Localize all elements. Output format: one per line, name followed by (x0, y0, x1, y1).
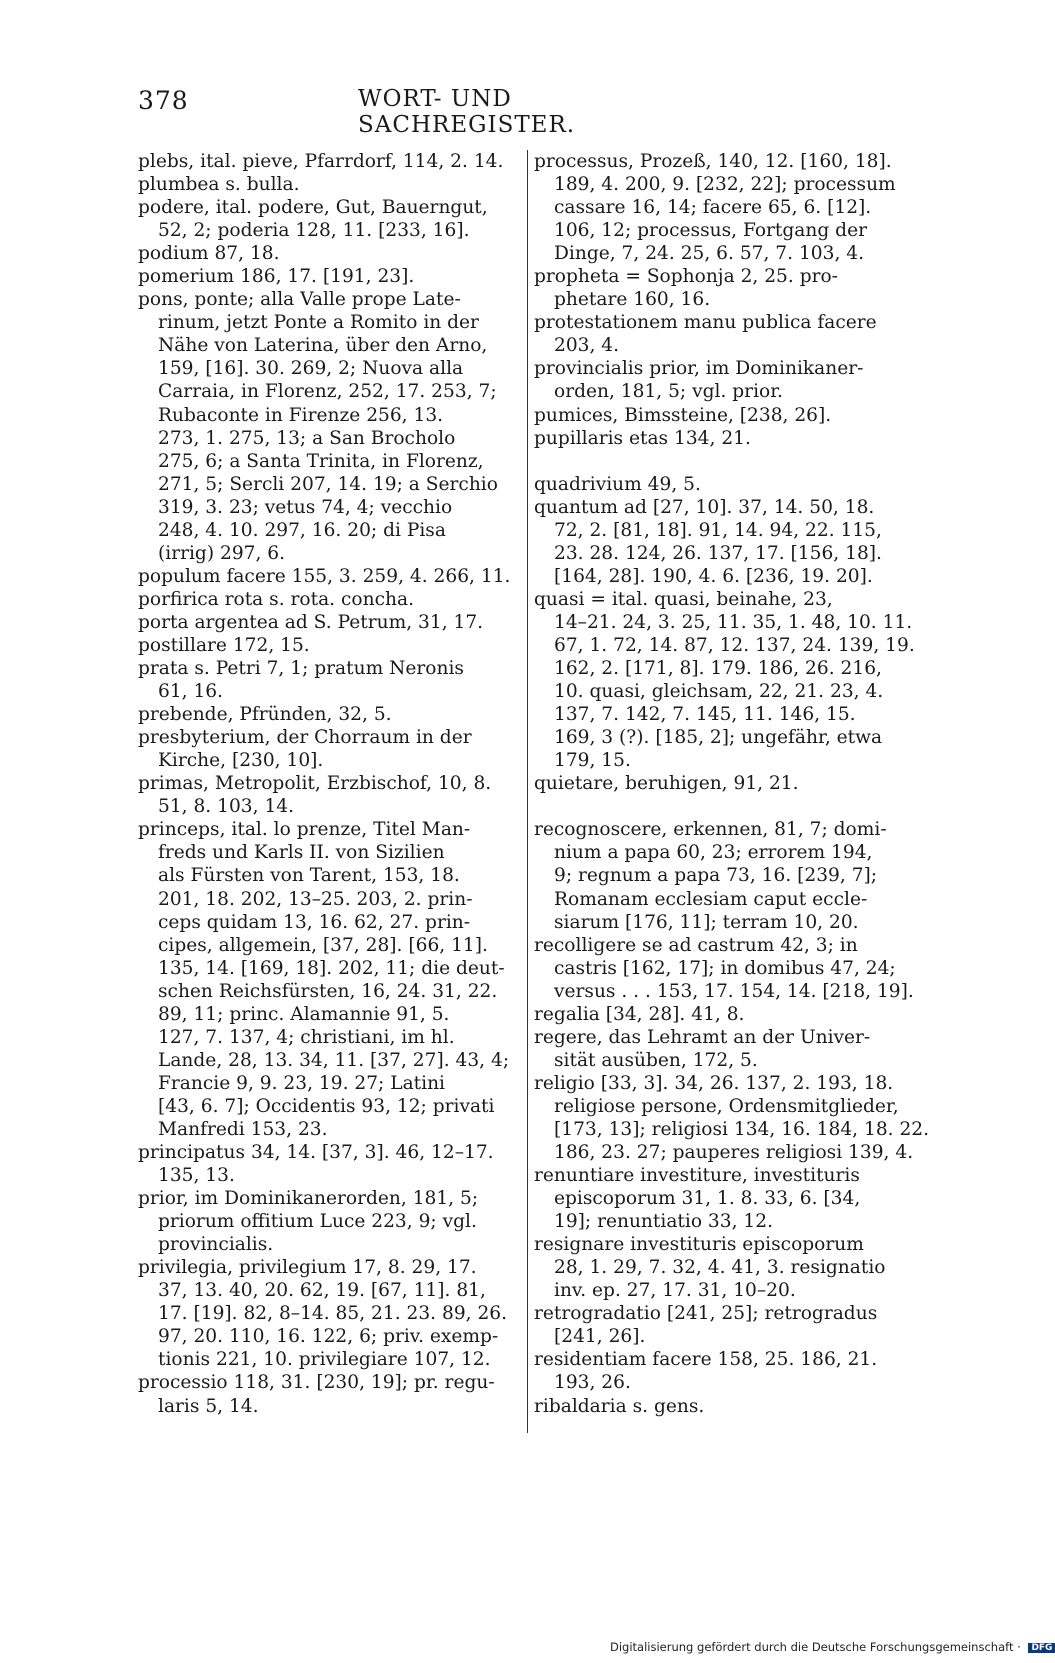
index-entry: provincialis prior, im Dominikaner- (534, 358, 864, 380)
index-line-continuation: 189, 4. 200, 9. [232, 22]; processum (554, 174, 896, 196)
index-entry: plumbea s. bulla. (138, 174, 300, 196)
index-entry: processus, Prozeß, 140, 12. [160, 18]. (534, 151, 892, 172)
index-line-continuation: Nähe von Laterina, über den Arno, (158, 335, 488, 357)
index-column-right (534, 150, 930, 1418)
index-entry: plebs, ital. pieve, Pfarrdorf, 114, 2. 14. (138, 151, 504, 172)
index-line-continuation: [241, 26]. (554, 1326, 646, 1348)
index-entry: prior, im Dominikanerorden, 181, 5; (138, 1188, 479, 1210)
index-line-continuation: [164, 28]. 190, 4. 6. [236, 19. 20]. (554, 565, 873, 587)
index-line-continuation: schen Reichsfürsten, 16, 24. 31, 22. (158, 980, 498, 1002)
page-number: 378 (138, 86, 189, 115)
index-line-continuation: 271, 5; Sercli 207, 14. 19; a Serchio (158, 473, 498, 495)
index-line-continuation: Romanam ecclesiam caput eccle- (554, 888, 868, 910)
index-line-continuation: [173, 13]; religiosi 134, 16. 184, 18. 22. (554, 1118, 930, 1140)
index-line-continuation: Carraia, in Florenz, 252, 17. 253, 7; (158, 381, 497, 403)
index-line-continuation: 106, 12; processus, Fortgang der (554, 220, 867, 242)
section-gap (534, 795, 926, 818)
index-entry: pons, ponte; alla Valle prope Late- (138, 289, 461, 311)
index-line-continuation: 89, 11; princ. Alamannie 91, 5. (158, 1003, 450, 1025)
index-line-continuation: cipes, allgemein, [37, 28]. [66, 11]. (158, 934, 488, 956)
index-entry: podere, ital. podere, Gut, Bauerngut, (138, 197, 488, 219)
dfg-logo: DFG (1028, 1643, 1055, 1653)
index-line-continuation: 127, 7. 137, 4; christiani, im hl. (158, 1026, 455, 1048)
index-line-continuation: 169, 3 (?). [185, 2]; ungefähr, etwa (554, 727, 883, 749)
index-line-continuation: 135, 13. (158, 1165, 235, 1187)
index-line-continuation: 14–21. 24, 3. 25, 11. 35, 1. 48, 10. 11. (554, 611, 913, 633)
index-line-continuation: phetare 160, 16. (554, 289, 711, 311)
index-entry: princeps, ital. lo prenze, Titel Man- (138, 819, 471, 841)
index-line-continuation: 162, 2. [171, 8]. 179. 186, 26. 216, (554, 658, 882, 680)
index-entry: quietare, beruhigen, 91, 21. (534, 773, 799, 795)
index-entry: regere, das Lehramt an der Univer- (534, 1026, 871, 1048)
index-line-continuation: Kirche, [230, 10]. (158, 750, 324, 772)
index-line-continuation: religiose persone, Ordensmitglieder, (554, 1095, 899, 1117)
index-entry: primas, Metropolit, Erzbischof, 10, 8. (138, 773, 492, 795)
index-line-continuation: Francie 9, 9. 23, 19. 27; Latini (158, 1072, 445, 1094)
index-line-continuation: 135, 14. [169, 18]. 202, 11; die deut- (158, 957, 505, 979)
index-entry: pupillaris etas 134, 21. (534, 427, 751, 449)
index-line-continuation: 179, 15. (554, 750, 631, 772)
running-title: WORT- UND SACHREGISTER. (358, 86, 576, 138)
index-entry: religio [33, 3]. 34, 26. 137, 2. 193, 18. (534, 1072, 894, 1094)
index-line-continuation: 203, 4. (554, 335, 620, 357)
index-entry: prata s. Petri 7, 1; pratum Neronis (138, 658, 464, 680)
index-line-continuation: sität ausüben, 172, 5. (554, 1049, 758, 1071)
index-entry: recognoscere, erkennen, 81, 7; domi- (534, 819, 887, 841)
index-line-continuation: als Fürsten von Tarent, 153, 18. (158, 865, 460, 887)
index-entry: populum facere 155, 3. 259, 4. 266, 11. (138, 565, 511, 587)
index-line-continuation: 19]; renuntiatio 33, 12. (554, 1211, 773, 1233)
index-entry: podium 87, 18. (138, 243, 280, 265)
index-entry: residentiam facere 158, 25. 186, 21. (534, 1349, 878, 1371)
index-line-continuation: Rubaconte in Firenze 256, 13. (158, 404, 444, 426)
index-line-continuation: 273, 1. 275, 13; a San Brocholo (158, 427, 456, 449)
index-entry: protestationem manu publica facere (534, 312, 877, 334)
index-entry: quasi = ital. quasi, beinahe, 23, (534, 588, 833, 610)
index-line-continuation: 10. quasi, gleichsam, 22, 21. 23, 4. (554, 681, 884, 703)
index-line-continuation: 67, 1. 72, 14. 87, 12. 137, 24. 139, 19. (554, 634, 915, 656)
index-line-continuation: 61, 16. (158, 681, 224, 703)
index-line-continuation: 319, 3. 23; vetus 74, 4; vecchio (158, 496, 453, 518)
index-line-continuation: (irrig) 297, 6. (158, 542, 286, 564)
index-line-continuation: laris 5, 14. (158, 1395, 259, 1417)
index-line-continuation: 159, [16]. 30. 269, 2; Nuova alla (158, 358, 464, 380)
index-line-continuation: 248, 4. 10. 297, 16. 20; di Pisa (158, 519, 446, 541)
page-header (138, 86, 713, 138)
index-entry: renuntiare investiture, investituris (534, 1165, 860, 1187)
index-line-continuation: 72, 2. [81, 18]. 91, 14. 94, 22. 115, (554, 519, 882, 541)
index-line-continuation: episcoporum 31, 1. 8. 33, 6. [34, (554, 1188, 861, 1210)
index-line-continuation: castris [162, 17]; in domibus 47, 24; (554, 957, 896, 979)
index-entry: propheta = Sophonja 2, 25. pro- (534, 266, 838, 288)
index-line-continuation: [43, 6. 7]; Occidentis 93, 12; privati (158, 1095, 495, 1117)
index-line-continuation: 52, 2; poderia 128, 11. [233, 16]. (158, 220, 470, 242)
index-entry: postillare 172, 15. (138, 634, 310, 656)
index-line-continuation: Manfredi 153, 23. (158, 1118, 328, 1140)
index-line-continuation: nium a papa 60, 23; errorem 194, (554, 842, 873, 864)
index-line-continuation: 201, 18. 202, 13–25. 203, 2. prin- (158, 888, 473, 910)
index-line-continuation: 37, 13. 40, 20. 62, 19. [67, 11]. 81, (158, 1280, 486, 1302)
index-line-continuation: 193, 26. (554, 1372, 631, 1394)
footer-credit (610, 1640, 1055, 1654)
index-line-continuation: 23. 28. 124, 26. 137, 17. [156, 18]. (554, 542, 882, 564)
index-line-continuation: 275, 6; a Santa Trinita, in Florenz, (158, 450, 484, 472)
index-line-continuation: rinum, jetzt Ponte a Romito in der (158, 312, 479, 334)
index-entry: quadrivium 49, 5. (534, 473, 701, 495)
index-entry: resignare investituris episcoporum (534, 1234, 864, 1256)
footer-credit-text: Digitalisierung gefördert durch die Deutsche Forschungsgemeinschaft · (610, 1640, 1021, 1654)
index-entry: porta argentea ad S. Petrum, 31, 17. (138, 611, 484, 633)
column-divider (527, 150, 528, 1433)
index-line-continuation: 137, 7. 142, 7. 145, 11. 146, 15. (554, 704, 856, 726)
index-line-continuation: inv. ep. 27, 17. 31, 10–20. (554, 1280, 796, 1302)
index-entry: ribaldaria s. gens. (534, 1395, 705, 1417)
index-entry: retrogradatio [241, 25]; retrogradus (534, 1303, 878, 1325)
index-line-continuation: orden, 181, 5; vgl. prior. (554, 381, 783, 403)
index-entry: porfirica rota s. rota. concha. (138, 588, 414, 610)
index-entry: quantum ad [27, 10]. 37, 14. 50, 18. (534, 496, 875, 518)
index-line-continuation: siarum [176, 11]; terram 10, 20. (554, 911, 859, 933)
index-line-continuation: Lande, 28, 13. 34, 11. [37, 27]. 43, 4; (158, 1049, 510, 1071)
index-line-continuation: tionis 221, 10. privilegiare 107, 12. (158, 1349, 491, 1371)
index-line-continuation: ceps quidam 13, 16. 62, 27. prin- (158, 911, 471, 933)
index-entry: privilegia, privilegium 17, 8. 29, 17. (138, 1257, 477, 1279)
index-entry: principatus 34, 14. [37, 3]. 46, 12–17. (138, 1142, 494, 1164)
index-line-continuation: priorum offitium Luce 223, 9; vgl. (158, 1211, 477, 1233)
index-line-continuation: versus . . . 153, 17. 154, 14. [218, 19]. (554, 980, 914, 1002)
index-line-continuation: freds und Karls II. von Sizilien (158, 842, 445, 864)
index-column-left (138, 150, 524, 1418)
index-line-continuation: cassare 16, 14; facere 65, 6. [12]. (554, 197, 872, 219)
index-line-continuation: 51, 8. 103, 14. (158, 796, 295, 818)
index-entry: prebende, Pfründen, 32, 5. (138, 704, 392, 726)
index-line-continuation: provincialis. (158, 1234, 274, 1256)
index-entry: pumices, Bimssteine, [238, 26]. (534, 404, 832, 426)
index-line-continuation: 17. [19]. 82, 8–14. 85, 21. 23. 89, 26. (158, 1303, 508, 1325)
index-entry: presbyterium, der Chorraum in der (138, 727, 472, 749)
index-entry: regalia [34, 28]. 41, 8. (534, 1003, 745, 1025)
index-line-continuation: 9; regnum a papa 73, 16. [239, 7]; (554, 865, 878, 887)
index-entry: processio 118, 31. [230, 19]; pr. regu- (138, 1372, 495, 1394)
section-gap (534, 450, 926, 473)
index-line-continuation: 28, 1. 29, 7. 32, 4. 41, 3. resignatio (554, 1257, 886, 1279)
index-entry: recolligere se ad castrum 42, 3; in (534, 934, 858, 956)
index-entry: pomerium 186, 17. [191, 23]. (138, 266, 415, 288)
index-line-continuation: 186, 23. 27; pauperes religiosi 139, 4. (554, 1142, 914, 1164)
index-line-continuation: Dinge, 7, 24. 25, 6. 57, 7. 103, 4. (554, 243, 865, 265)
index-line-continuation: 97, 20. 110, 16. 122, 6; priv. exemp- (158, 1326, 499, 1348)
